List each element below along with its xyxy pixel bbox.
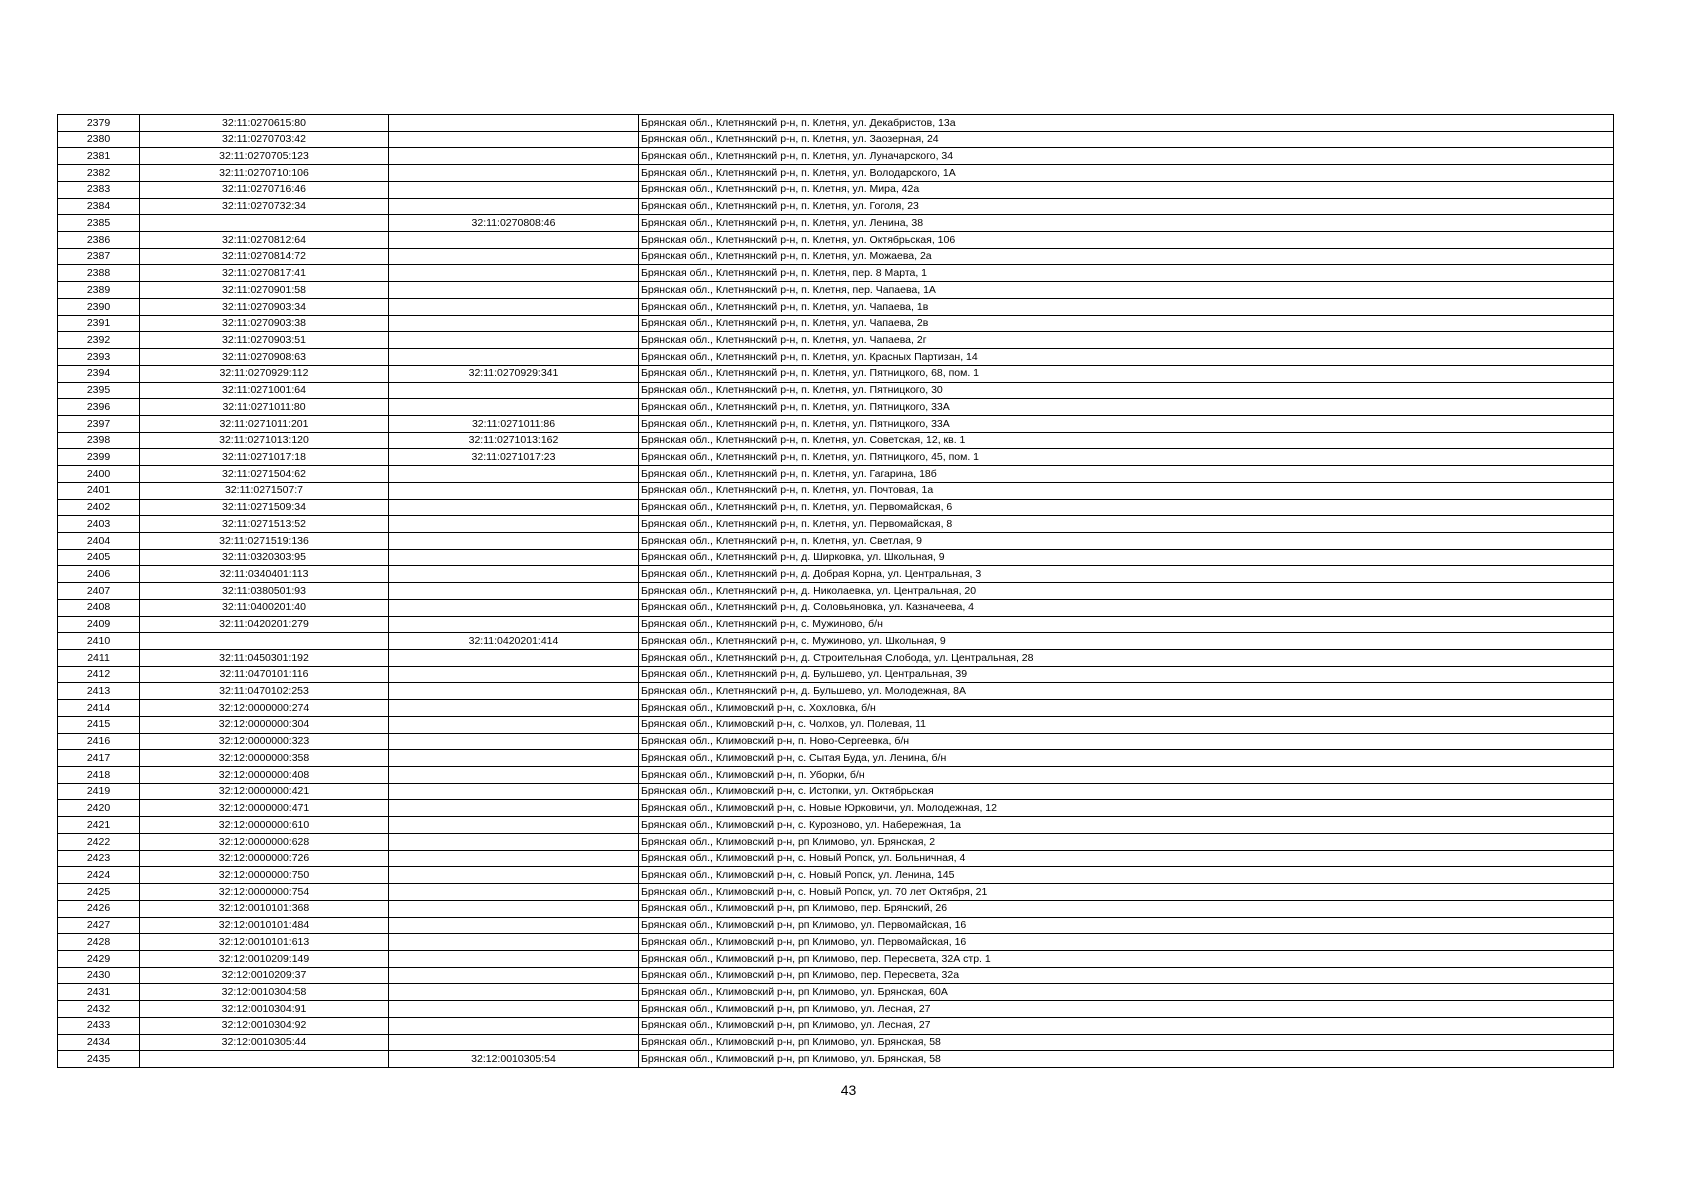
table-row: [58, 700, 1614, 717]
row-number-cell: 2410: [58, 633, 140, 650]
table-row: [58, 917, 1614, 934]
address-cell: Брянская обл., Клетнянский р-н, д. Строительная Слобода, ул. Центральная, 28: [639, 650, 1614, 667]
table-row: [58, 633, 1614, 650]
address-cell: Брянская обл., Клетнянский р-н, п. Клетня, ул. Почтовая, 1а: [639, 482, 1614, 499]
related-cadastral-number-cell: 32:11:0270929:341: [389, 365, 639, 382]
cadastral-number-cell: 32:11:0271011:80: [140, 399, 389, 416]
address-cell: Брянская обл., Климовский р-н, рп Климово, ул. Брянская, 58: [639, 1051, 1614, 1068]
cadastral-number-cell: 32:11:0270814:72: [140, 248, 389, 265]
address-cell: Брянская обл., Климовский р-н, с. Новый Ропск, ул. Ленина, 145: [639, 867, 1614, 884]
cadastral-number-cell: 32:12:0000000:610: [140, 817, 389, 834]
cadastral-number-cell: 32:11:0270703:42: [140, 131, 389, 148]
address-cell: Брянская обл., Клетнянский р-н, п. Клетня, ул. Декабристов, 13а: [639, 115, 1614, 132]
cadastral-number-cell: 32:11:0271504:62: [140, 466, 389, 483]
address-cell: Брянская обл., Клетнянский р-н, д. Николаевка, ул. Центральная, 20: [639, 583, 1614, 600]
cadastral-number-cell: 32:11:0271509:34: [140, 499, 389, 516]
table-row: [58, 867, 1614, 884]
address-cell: Брянская обл., Клетнянский р-н, п. Клетня, ул. Можаева, 2а: [639, 248, 1614, 265]
row-number-cell: 2395: [58, 382, 140, 399]
related-cadastral-number-cell: [389, 566, 639, 583]
row-number-cell: 2407: [58, 583, 140, 600]
row-number-cell: 2433: [58, 1017, 140, 1034]
address-cell: Брянская обл., Климовский р-н, с. Истопки, ул. Октябрьская: [639, 783, 1614, 800]
cadastral-number-cell: 32:11:0270812:64: [140, 232, 389, 249]
related-cadastral-number-cell: [389, 499, 639, 516]
table-row: [58, 767, 1614, 784]
related-cadastral-number-cell: [389, 248, 639, 265]
cadastral-number-cell: 32:11:0270817:41: [140, 265, 389, 282]
address-cell: Брянская обл., Климовский р-н, рп Климово, пер. Брянский, 26: [639, 900, 1614, 917]
related-cadastral-number-cell: 32:11:0271017:23: [389, 449, 639, 466]
table-row: [58, 650, 1614, 667]
table-row: [58, 248, 1614, 265]
row-number-cell: 2411: [58, 650, 140, 667]
row-number-cell: 2427: [58, 917, 140, 934]
cadastral-number-cell: 32:12:0010304:92: [140, 1017, 389, 1034]
cadastral-number-cell: 32:11:0470101:116: [140, 666, 389, 683]
cadastral-number-cell: 32:11:0270615:80: [140, 115, 389, 132]
table-row: [58, 833, 1614, 850]
table-row: [58, 365, 1614, 382]
address-cell: Брянская обл., Клетнянский р-н, д. Бульшево, ул. Молодежная, 8А: [639, 683, 1614, 700]
row-number-cell: 2393: [58, 349, 140, 366]
row-number-cell: 2430: [58, 967, 140, 984]
address-cell: Брянская обл., Климовский р-н, с. Курозново, ул. Набережная, 1а: [639, 817, 1614, 834]
cadastral-number-cell: [140, 633, 389, 650]
row-number-cell: 2426: [58, 900, 140, 917]
table-row: [58, 382, 1614, 399]
table-row: [58, 415, 1614, 432]
row-number-cell: 2432: [58, 1001, 140, 1018]
cadastral-number-cell: 32:11:0270929:112: [140, 365, 389, 382]
address-cell: Брянская обл., Климовский р-н, рп Климово, пер. Пересвета, 32А стр. 1: [639, 950, 1614, 967]
table-row: [58, 599, 1614, 616]
cadastral-number-cell: 32:11:0271507:7: [140, 482, 389, 499]
related-cadastral-number-cell: [389, 382, 639, 399]
related-cadastral-number-cell: [389, 650, 639, 667]
related-cadastral-number-cell: [389, 900, 639, 917]
table-row: [58, 298, 1614, 315]
cadastral-number-cell: 32:11:0271013:120: [140, 432, 389, 449]
related-cadastral-number-cell: [389, 399, 639, 416]
cadastral-number-cell: 32:11:0470102:253: [140, 683, 389, 700]
related-cadastral-number-cell: [389, 115, 639, 132]
table-row: [58, 332, 1614, 349]
row-number-cell: 2382: [58, 165, 140, 182]
row-number-cell: 2392: [58, 332, 140, 349]
table-row: [58, 349, 1614, 366]
row-number-cell: 2431: [58, 984, 140, 1001]
table-row: [58, 817, 1614, 834]
cadastral-number-cell: 32:11:0270903:34: [140, 298, 389, 315]
cadastral-number-cell: 32:11:0400201:40: [140, 599, 389, 616]
table-row: [58, 115, 1614, 132]
related-cadastral-number-cell: [389, 198, 639, 215]
cadastral-number-cell: 32:11:0271001:64: [140, 382, 389, 399]
related-cadastral-number-cell: [389, 315, 639, 332]
row-number-cell: 2420: [58, 800, 140, 817]
row-number-cell: 2391: [58, 315, 140, 332]
table-row: [58, 750, 1614, 767]
row-number-cell: 2401: [58, 482, 140, 499]
cadastral-number-cell: 32:11:0271513:52: [140, 516, 389, 533]
cadastral-number-cell: 32:11:0270710:106: [140, 165, 389, 182]
row-number-cell: 2400: [58, 466, 140, 483]
address-cell: Брянская обл., Климовский р-н, с. Новый Ропск, ул. 70 лет Октября, 21: [639, 884, 1614, 901]
address-cell: Брянская обл., Клетнянский р-н, п. Клетня, ул. Чапаева, 2г: [639, 332, 1614, 349]
row-number-cell: 2424: [58, 867, 140, 884]
address-cell: Брянская обл., Климовский р-н, рп Климово, ул. Брянская, 60А: [639, 984, 1614, 1001]
related-cadastral-number-cell: [389, 800, 639, 817]
row-number-cell: 2397: [58, 415, 140, 432]
table-row: [58, 884, 1614, 901]
address-cell: Брянская обл., Клетнянский р-н, п. Клетня, ул. Первомайская, 8: [639, 516, 1614, 533]
table-row: [58, 482, 1614, 499]
address-cell: Брянская обл., Климовский р-н, рп Климово, ул. Брянская, 58: [639, 1034, 1614, 1051]
related-cadastral-number-cell: [389, 466, 639, 483]
cadastral-number-cell: 32:12:0010101:484: [140, 917, 389, 934]
related-cadastral-number-cell: [389, 884, 639, 901]
cadastral-number-cell: 32:12:0000000:726: [140, 850, 389, 867]
address-cell: Брянская обл., Клетнянский р-н, п. Клетня, ул. Пятницкого, 45, пом. 1: [639, 449, 1614, 466]
related-cadastral-number-cell: [389, 549, 639, 566]
related-cadastral-number-cell: [389, 583, 639, 600]
row-number-cell: 2389: [58, 282, 140, 299]
address-cell: Брянская обл., Климовский р-н, с. Новые Юрковичи, ул. Молодежная, 12: [639, 800, 1614, 817]
address-cell: Брянская обл., Клетнянский р-н, п. Клетня, пер. 8 Марта, 1: [639, 265, 1614, 282]
related-cadastral-number-cell: [389, 165, 639, 182]
row-number-cell: 2381: [58, 148, 140, 165]
table-row: [58, 399, 1614, 416]
address-cell: Брянская обл., Клетнянский р-н, д. Добрая Корна, ул. Центральная, 3: [639, 566, 1614, 583]
related-cadastral-number-cell: [389, 332, 639, 349]
cadastral-number-cell: 32:11:0270908:63: [140, 349, 389, 366]
row-number-cell: 2399: [58, 449, 140, 466]
address-cell: Брянская обл., Климовский р-н, п. Ново-Сергеевка, б/н: [639, 733, 1614, 750]
table-body: [58, 115, 1614, 1068]
cadastral-number-cell: 32:12:0010209:149: [140, 950, 389, 967]
address-cell: Брянская обл., Климовский р-н, рп Климово, ул. Первомайская, 16: [639, 917, 1614, 934]
cadastral-number-cell: 32:11:0270705:123: [140, 148, 389, 165]
related-cadastral-number-cell: [389, 1017, 639, 1034]
table-row: [58, 566, 1614, 583]
row-number-cell: 2388: [58, 265, 140, 282]
address-cell: Брянская обл., Клетнянский р-н, п. Клетня, ул. Луначарского, 34: [639, 148, 1614, 165]
related-cadastral-number-cell: 32:11:0271013:162: [389, 432, 639, 449]
cadastral-number-cell: 32:12:0000000:274: [140, 700, 389, 717]
related-cadastral-number-cell: [389, 666, 639, 683]
cadastral-number-cell: 32:12:0000000:421: [140, 783, 389, 800]
table-row: [58, 165, 1614, 182]
related-cadastral-number-cell: [389, 733, 639, 750]
related-cadastral-number-cell: [389, 850, 639, 867]
address-cell: Брянская обл., Клетнянский р-н, п. Клетня, ул. Ленина, 38: [639, 215, 1614, 232]
row-number-cell: 2416: [58, 733, 140, 750]
table-row: [58, 432, 1614, 449]
cadastral-number-cell: 32:12:0000000:471: [140, 800, 389, 817]
related-cadastral-number-cell: [389, 599, 639, 616]
table-row: [58, 583, 1614, 600]
cadastral-number-cell: 32:12:0010209:37: [140, 967, 389, 984]
row-number-cell: 2409: [58, 616, 140, 633]
cadastral-number-cell: 32:11:0270716:46: [140, 181, 389, 198]
related-cadastral-number-cell: [389, 750, 639, 767]
row-number-cell: 2394: [58, 365, 140, 382]
related-cadastral-number-cell: [389, 131, 639, 148]
row-number-cell: 2419: [58, 783, 140, 800]
page-number: 43: [840, 1082, 857, 1098]
table-row: [58, 1001, 1614, 1018]
table-row: [58, 984, 1614, 1001]
table-row: [58, 131, 1614, 148]
related-cadastral-number-cell: [389, 700, 639, 717]
row-number-cell: 2413: [58, 683, 140, 700]
row-number-cell: 2404: [58, 532, 140, 549]
address-cell: Брянская обл., Климовский р-н, рп Климово, ул. Брянская, 2: [639, 833, 1614, 850]
row-number-cell: 2422: [58, 833, 140, 850]
table-row: [58, 733, 1614, 750]
row-number-cell: 2417: [58, 750, 140, 767]
address-cell: Брянская обл., Клетнянский р-н, п. Клетня, ул. Чапаева, 1в: [639, 298, 1614, 315]
related-cadastral-number-cell: [389, 683, 639, 700]
address-cell: Брянская обл., Клетнянский р-н, п. Клетня, ул. Октябрьская, 106: [639, 232, 1614, 249]
address-cell: Брянская обл., Клетнянский р-н, п. Клетня, ул. Пятницкого, 68, пом. 1: [639, 365, 1614, 382]
row-number-cell: 2396: [58, 399, 140, 416]
table-row: [58, 1034, 1614, 1051]
address-cell: Брянская обл., Клетнянский р-н, п. Клетня, ул. Пятницкого, 33А: [639, 415, 1614, 432]
related-cadastral-number-cell: [389, 1001, 639, 1018]
table-row: [58, 900, 1614, 917]
related-cadastral-number-cell: 32:11:0271011:86: [389, 415, 639, 432]
table-row: [58, 934, 1614, 951]
related-cadastral-number-cell: [389, 232, 639, 249]
related-cadastral-number-cell: [389, 532, 639, 549]
address-cell: Брянская обл., Климовский р-н, с. Чолхов, ул. Полевая, 11: [639, 716, 1614, 733]
row-number-cell: 2387: [58, 248, 140, 265]
cadastral-number-cell: 32:11:0271519:136: [140, 532, 389, 549]
cadastral-number-cell: 32:12:0000000:754: [140, 884, 389, 901]
row-number-cell: 2383: [58, 181, 140, 198]
row-number-cell: 2418: [58, 767, 140, 784]
table-row: [58, 315, 1614, 332]
related-cadastral-number-cell: [389, 917, 639, 934]
cadastral-number-cell: 32:11:0420201:279: [140, 616, 389, 633]
row-number-cell: 2428: [58, 934, 140, 951]
address-cell: Брянская обл., Клетнянский р-н, п. Клетня, ул. Гагарина, 18б: [639, 466, 1614, 483]
cadastral-number-cell: 32:11:0450301:192: [140, 650, 389, 667]
related-cadastral-number-cell: 32:11:0420201:414: [389, 633, 639, 650]
row-number-cell: 2425: [58, 884, 140, 901]
table-row: [58, 549, 1614, 566]
cadastral-number-cell: 32:11:0270903:51: [140, 332, 389, 349]
row-number-cell: 2415: [58, 716, 140, 733]
address-cell: Брянская обл., Климовский р-н, рп Климово, ул. Лесная, 27: [639, 1001, 1614, 1018]
table-row: [58, 783, 1614, 800]
address-cell: Брянская обл., Климовский р-н, с. Сытая Буда, ул. Ленина, б/н: [639, 750, 1614, 767]
address-cell: Брянская обл., Клетнянский р-н, п. Клетня, пер. Чапаева, 1А: [639, 282, 1614, 299]
cadastral-number-cell: 32:11:0340401:113: [140, 566, 389, 583]
address-cell: Брянская обл., Клетнянский р-н, п. Клетня, ул. Пятницкого, 30: [639, 382, 1614, 399]
table-row: [58, 282, 1614, 299]
address-cell: Брянская обл., Клетнянский р-н, п. Клетня, ул. Пятницкого, 33А: [639, 399, 1614, 416]
related-cadastral-number-cell: [389, 282, 639, 299]
table-row: [58, 148, 1614, 165]
cadastral-number-cell: [140, 1051, 389, 1068]
cadastral-number-cell: 32:12:0010305:44: [140, 1034, 389, 1051]
related-cadastral-number-cell: [389, 833, 639, 850]
cadastral-number-cell: 32:12:0010304:58: [140, 984, 389, 1001]
related-cadastral-number-cell: [389, 934, 639, 951]
cadastral-number-cell: 32:11:0320303:95: [140, 549, 389, 566]
related-cadastral-number-cell: [389, 148, 639, 165]
row-number-cell: 2379: [58, 115, 140, 132]
cadastral-number-cell: 32:12:0000000:408: [140, 767, 389, 784]
cadastral-number-cell: 32:11:0270903:38: [140, 315, 389, 332]
address-cell: Брянская обл., Клетнянский р-н, п. Клетня, ул. Заозерная, 24: [639, 131, 1614, 148]
address-cell: Брянская обл., Клетнянский р-н, п. Клетня, ул. Красных Партизан, 14: [639, 349, 1614, 366]
related-cadastral-number-cell: [389, 716, 639, 733]
related-cadastral-number-cell: [389, 783, 639, 800]
cadastral-number-cell: 32:12:0000000:628: [140, 833, 389, 850]
table-row: [58, 181, 1614, 198]
table-row: [58, 1017, 1614, 1034]
cadastral-number-cell: 32:11:0270732:34: [140, 198, 389, 215]
table-row: [58, 232, 1614, 249]
row-number-cell: 2405: [58, 549, 140, 566]
table-row: [58, 800, 1614, 817]
row-number-cell: 2435: [58, 1051, 140, 1068]
table-row: [58, 198, 1614, 215]
address-cell: Брянская обл., Клетнянский р-н, д. Ширковка, ул. Школьная, 9: [639, 549, 1614, 566]
address-cell: Брянская обл., Клетнянский р-н, п. Клетня, ул. Первомайская, 6: [639, 499, 1614, 516]
related-cadastral-number-cell: [389, 181, 639, 198]
address-cell: Брянская обл., Климовский р-н, рп Климово, пер. Пересвета, 32а: [639, 967, 1614, 984]
row-number-cell: 2403: [58, 516, 140, 533]
row-number-cell: 2398: [58, 432, 140, 449]
related-cadastral-number-cell: [389, 482, 639, 499]
cadastral-number-cell: 32:11:0271017:18: [140, 449, 389, 466]
cadastral-number-cell: 32:11:0271011:201: [140, 415, 389, 432]
address-cell: Брянская обл., Клетнянский р-н, д. Соловьяновка, ул. Казначеева, 4: [639, 599, 1614, 616]
address-cell: Брянская обл., Клетнянский р-н, с. Мужиново, б/н: [639, 616, 1614, 633]
row-number-cell: 2385: [58, 215, 140, 232]
table-row: [58, 1051, 1614, 1068]
address-cell: Брянская обл., Клетнянский р-н, п. Клетня, ул. Советская, 12, кв. 1: [639, 432, 1614, 449]
address-cell: Брянская обл., Клетнянский р-н, п. Клетня, ул. Светлая, 9: [639, 532, 1614, 549]
row-number-cell: 2406: [58, 566, 140, 583]
data-table: [57, 114, 1614, 1068]
related-cadastral-number-cell: [389, 298, 639, 315]
table-row: [58, 967, 1614, 984]
related-cadastral-number-cell: [389, 967, 639, 984]
cadastral-number-cell: 32:12:0000000:304: [140, 716, 389, 733]
related-cadastral-number-cell: [389, 984, 639, 1001]
cadastral-number-cell: 32:11:0380501:93: [140, 583, 389, 600]
table-row: [58, 215, 1614, 232]
row-number-cell: 2402: [58, 499, 140, 516]
cadastral-number-cell: 32:12:0010101:368: [140, 900, 389, 917]
address-cell: Брянская обл., Климовский р-н, п. Уборки, б/н: [639, 767, 1614, 784]
related-cadastral-number-cell: [389, 1034, 639, 1051]
related-cadastral-number-cell: [389, 817, 639, 834]
address-cell: Брянская обл., Клетнянский р-н, д. Бульшево, ул. Центральная, 39: [639, 666, 1614, 683]
cadastral-number-cell: 32:12:0010304:91: [140, 1001, 389, 1018]
address-cell: Брянская обл., Клетнянский р-н, п. Клетня, ул. Чапаева, 2в: [639, 315, 1614, 332]
cadastral-number-cell: 32:12:0000000:323: [140, 733, 389, 750]
table-row: [58, 666, 1614, 683]
row-number-cell: 2414: [58, 700, 140, 717]
row-number-cell: 2412: [58, 666, 140, 683]
table-row: [58, 683, 1614, 700]
address-cell: Брянская обл., Клетнянский р-н, п. Клетня, ул. Гоголя, 23: [639, 198, 1614, 215]
address-cell: Брянская обл., Климовский р-н, рп Климово, ул. Первомайская, 16: [639, 934, 1614, 951]
row-number-cell: 2380: [58, 131, 140, 148]
cadastral-number-cell: 32:12:0000000:358: [140, 750, 389, 767]
table-row: [58, 265, 1614, 282]
row-number-cell: 2386: [58, 232, 140, 249]
table-row: [58, 516, 1614, 533]
table-row: [58, 499, 1614, 516]
row-number-cell: 2408: [58, 599, 140, 616]
address-cell: Брянская обл., Клетнянский р-н, п. Клетня, ул. Мира, 42а: [639, 181, 1614, 198]
table-row: [58, 466, 1614, 483]
related-cadastral-number-cell: [389, 950, 639, 967]
row-number-cell: 2390: [58, 298, 140, 315]
table-row: [58, 449, 1614, 466]
address-cell: Брянская обл., Клетнянский р-н, п. Клетня, ул. Володарского, 1А: [639, 165, 1614, 182]
related-cadastral-number-cell: 32:12:0010305:54: [389, 1051, 639, 1068]
table-row: [58, 532, 1614, 549]
related-cadastral-number-cell: [389, 616, 639, 633]
table-row: [58, 716, 1614, 733]
address-cell: Брянская обл., Климовский р-н, с. Новый Ропск, ул. Больничная, 4: [639, 850, 1614, 867]
related-cadastral-number-cell: [389, 767, 639, 784]
related-cadastral-number-cell: [389, 265, 639, 282]
cadastral-number-cell: 32:12:0010101:613: [140, 934, 389, 951]
cadastral-number-cell: 32:11:0270901:58: [140, 282, 389, 299]
address-cell: Брянская обл., Клетнянский р-н, с. Мужиново, ул. Школьная, 9: [639, 633, 1614, 650]
table-row: [58, 850, 1614, 867]
related-cadastral-number-cell: [389, 516, 639, 533]
table-row: [58, 616, 1614, 633]
address-cell: Брянская обл., Климовский р-н, рп Климово, ул. Лесная, 27: [639, 1017, 1614, 1034]
related-cadastral-number-cell: 32:11:0270808:46: [389, 215, 639, 232]
row-number-cell: 2423: [58, 850, 140, 867]
row-number-cell: 2434: [58, 1034, 140, 1051]
cadastral-number-cell: 32:12:0000000:750: [140, 867, 389, 884]
related-cadastral-number-cell: [389, 349, 639, 366]
cadastral-number-cell: [140, 215, 389, 232]
row-number-cell: 2384: [58, 198, 140, 215]
related-cadastral-number-cell: [389, 867, 639, 884]
row-number-cell: 2421: [58, 817, 140, 834]
address-cell: Брянская обл., Климовский р-н, с. Хохловка, б/н: [639, 700, 1614, 717]
table-row: [58, 950, 1614, 967]
row-number-cell: 2429: [58, 950, 140, 967]
